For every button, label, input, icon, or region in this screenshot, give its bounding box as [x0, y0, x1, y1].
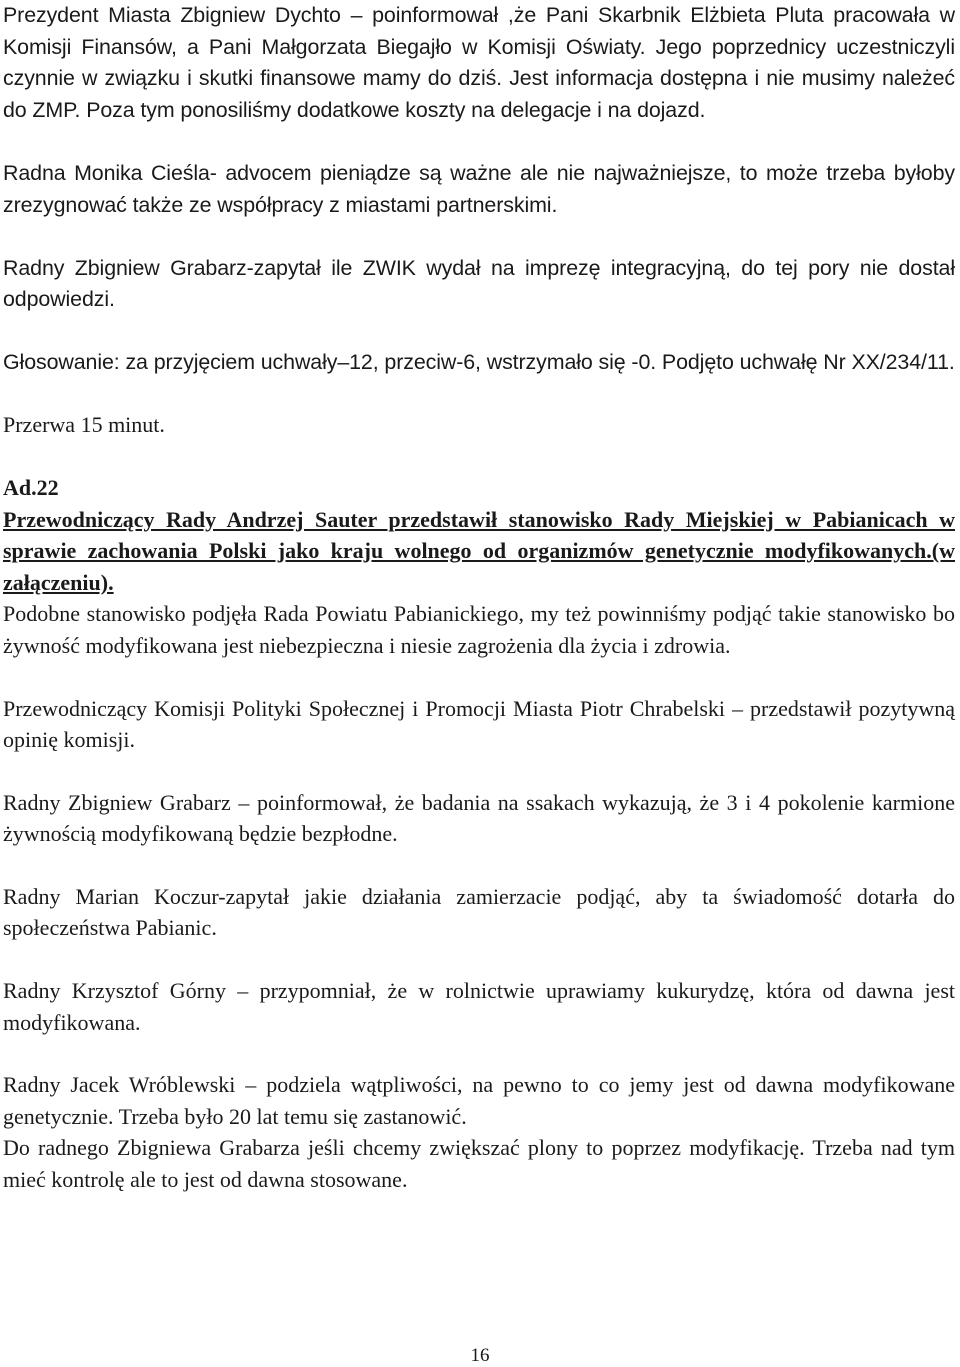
agenda-item-label: Ad.22 — [3, 474, 59, 500]
paragraph-grabarz-zwik: Radny Zbigniew Grabarz-zapytał ile ZWIK wydał na imprezę integracyjną, do tej pory nie dostał odpowiedzi. — [3, 255, 955, 312]
paragraph-prezydent: Prezydent Miasta Zbigniew Dychto – poinformował ,że Pani Skarbnik Elżbieta Pluta pracowała w Komisji Finansów, a Pani Małgorzata Biegajło w Komisji Oświaty. Jego poprzednicy uczestniczyli czynnie w związku i skutki finansowe mamy do dziś. Jest informacja dostępna i nie musimy należeć do ZMP. Poza tym ponosiliśmy dodatkowe koszty na delegacje i na dojazd. — [3, 3, 955, 122]
agenda-item-heading: Przewodniczący Rady Andrzej Sauter przedstawił stanowisko Rady Miejskiej w Pabianicach w sprawie zachowania Polski jako kraju wolnego od organizmów genetycznie modyfikowanych.(w załączeniu). — [3, 506, 955, 595]
paragraph-podobne-stanowisko: Podobne stanowisko podjęła Rada Powiatu Pabianickiego, my też powinniśmy podjąć takie stanowisko bo żywność modyfikowana jest niebezpieczna i niesie zagrożenia dla życia i zdrowia. — [3, 601, 955, 658]
paragraph-gorny: Radny Krzysztof Górny – przypomniał, że w rolnictwie uprawiamy kukurydzę, która od dawna jest modyfikowana. — [3, 978, 955, 1035]
paragraph-do-radnego: Do radnego Zbigniewa Grabarza jeśli chcemy zwiększać plony to poprzez modyfikację. Trzeba nad tym mieć kontrolę ale to jest od dawna stosowane. — [3, 1135, 955, 1193]
paragraph-przerwa: Przerwa 15 minut. — [3, 412, 165, 438]
paragraph-ciesla: Radna Monika Cieśla- advocem pieniądze są ważne ale nie najważniejsze, to może trzeba byłoby zrezygnować także ze współpracy z miastami partnerskimi. — [3, 161, 955, 217]
paragraph-wroblewski: Radny Jacek Wróblewski – podziela wątpliwości, na pewno to co jemy jest od dawna modyfikowane genetycznie. Trzeba było 20 lat temu się zastanowić. — [3, 1072, 955, 1129]
paragraph-koczur: Radny Marian Koczur-zapytał jakie działania zamierzacie podjąć, aby ta świadomość dotarła do społeczeństwa Pabianic. — [3, 883, 955, 941]
paragraph-grabarz-badania: Radny Zbigniew Grabarz – poinformował, że badania na ssakach wykazują, że 3 i 4 pokolenie karmione żywnością modyfikowaną będzie bezpłodne. — [3, 789, 955, 847]
paragraph-glosowanie: Głosowanie: za przyjęciem uchwały–12, przeciw-6, wstrzymało się -0. Podjęto uchwałę Nr XX/234/11. — [3, 349, 955, 374]
document-page — [3, 0, 955, 1196]
paragraph-chrabelski: Przewodniczący Komisji Polityki Społecznej i Promocji Miasta Piotr Chrabelski – przedstawił pozytywną opinię komisji. — [3, 695, 955, 753]
page-number: 16 — [470, 1345, 490, 1366]
